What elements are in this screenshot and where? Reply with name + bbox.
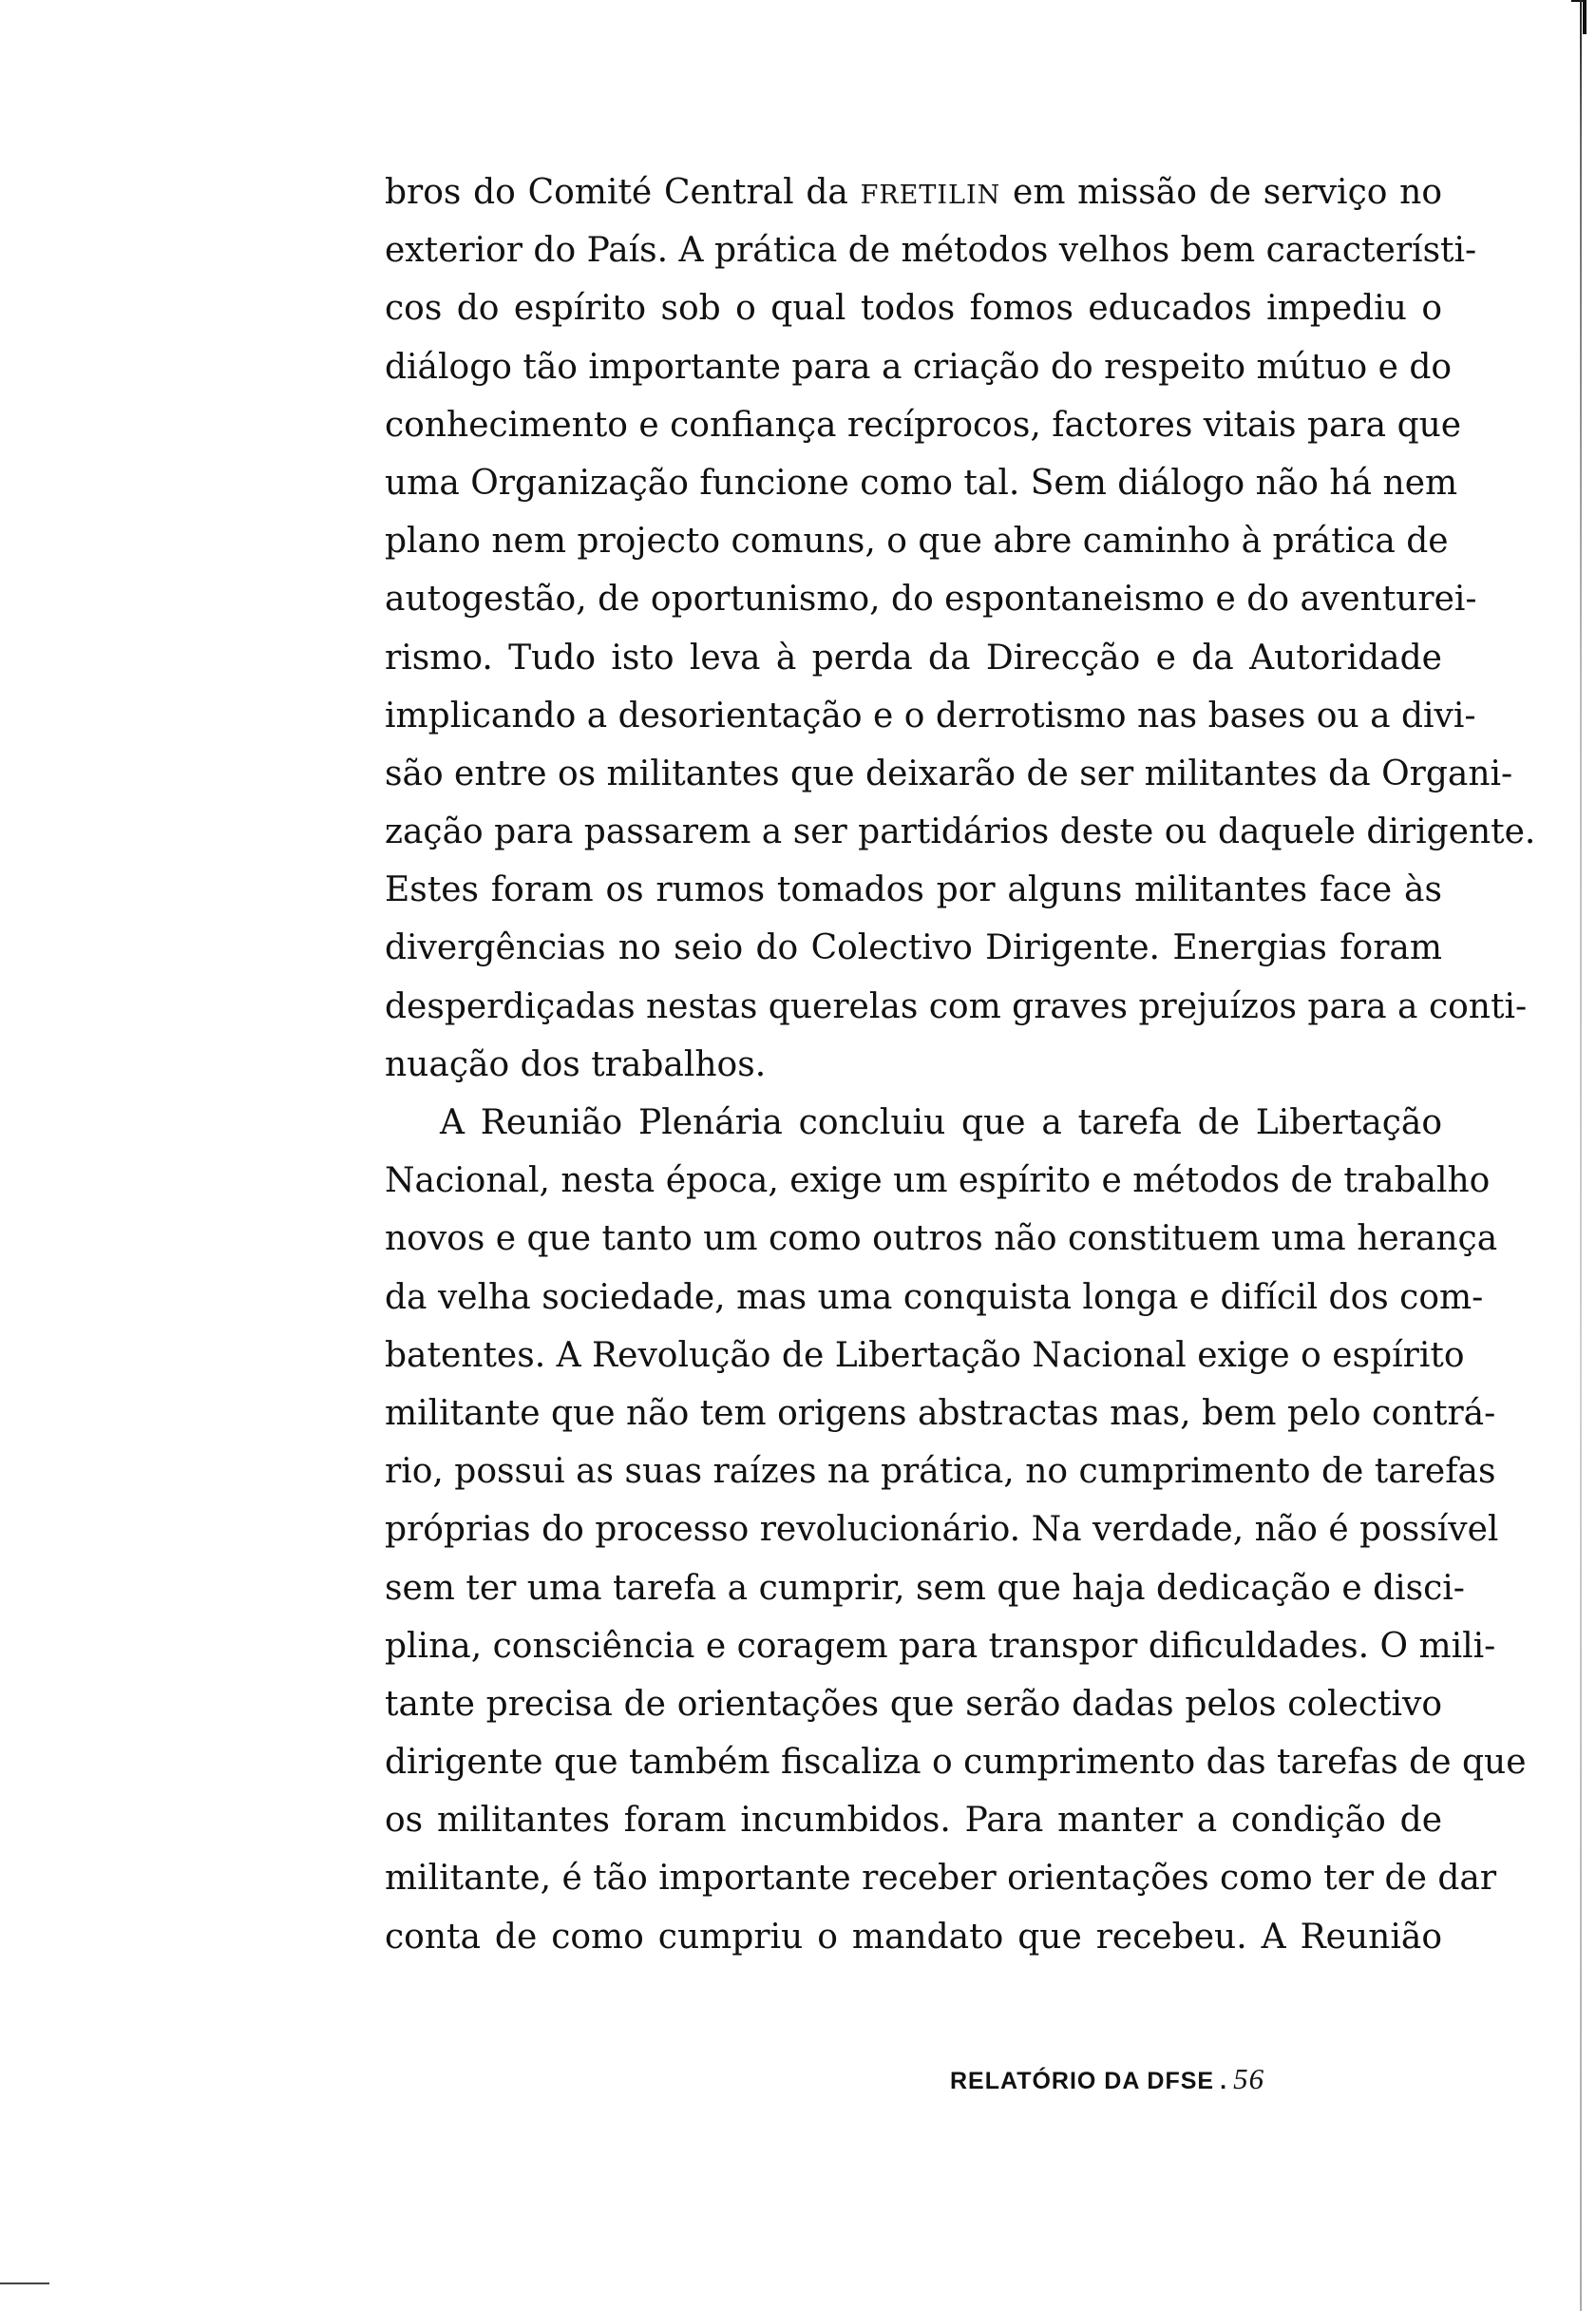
text-line: sem ter uma tarefa a cumprir, sem que haja dedicação e disci- (385, 1568, 1465, 1608)
text-line: novos e que tanto um como outros não constituem uma herança (385, 1219, 1498, 1259)
text-line: rismo. Tudo isto leva à perda da Direcção e da Autoridade (385, 638, 1442, 678)
running-footer (950, 2062, 1264, 2096)
page-edge-right (1580, 0, 1582, 2311)
text-line: zação para passarem a ser partidários deste ou daquele dirigente. (385, 812, 1536, 852)
text-line: exterior do País. A prática de métodos velhos bem característi- (385, 231, 1477, 271)
text-line: da velha sociedade, mas uma conquista longa e difícil dos com- (385, 1277, 1484, 1317)
text-line: dirigente que também fiscaliza o cumprimento das tarefas de que (385, 1743, 1527, 1783)
text-line: conta de como cumpriu o mandato que recebeu. A Reunião (385, 1917, 1442, 1957)
organization-name: FRETILIN (860, 181, 1001, 210)
text-line: os militantes foram incumbidos. Para manter a condição de (385, 1801, 1442, 1841)
text-line: diálogo tão importante para a criação do respeito mútuo e do (385, 347, 1453, 387)
footer-title: RELATÓRIO DA DFSE (950, 2068, 1215, 2094)
footer-separator: . (1220, 2068, 1228, 2094)
text-line: nuação dos trabalhos. (385, 1044, 767, 1084)
text-line: rio, possui as suas raízes na prática, no cumprimento de tarefas (385, 1452, 1496, 1492)
page-number: 56 (1233, 2062, 1265, 2095)
text-line: militante que não tem origens abstractas mas, bem pelo contrá- (385, 1393, 1496, 1433)
text-line: plano nem projecto comuns, o que abre caminho à prática de (385, 522, 1449, 562)
text-line: cos do espírito sob o qual todos fomos educados impediu o (385, 289, 1442, 329)
text-line: próprias do processo revolucionário. Na verdade, não é possível (385, 1510, 1499, 1550)
text-line: plina, consciência e coragem para transpor dificuldades. O mili- (385, 1626, 1496, 1666)
text-line: Estes foram os rumos tomados por alguns militantes face às (385, 870, 1442, 910)
page-edge-corner (1571, 0, 1586, 34)
text-line: militante, é tão importante receber orientações como ter de dar (385, 1859, 1497, 1899)
text-line: batentes. A Revolução de Libertação Nacional exige o espírito (385, 1335, 1465, 1375)
text-line: Nacional, nesta época, exige um espírito e métodos de trabalho (385, 1161, 1491, 1201)
text-line: são entre os militantes que deixarão de ser militantes da Organi- (385, 754, 1513, 793)
text-segment: em missão de serviço no (1000, 173, 1442, 212)
text-line: A Reunião Plenária concluiu que a tarefa de Libertação (440, 1103, 1442, 1142)
text-line: divergências no seio do Colectivo Dirigente. Energias foram (385, 928, 1442, 968)
text-line: desperdiçadas nestas querelas com graves prejuízos para a conti- (385, 986, 1528, 1026)
text-segment: bros do Comité Central da (385, 173, 861, 212)
page-edge-bottom (0, 2282, 49, 2284)
text-line (385, 163, 1442, 221)
text-line: tante precisa de orientações que serão dadas pelos colectivo (385, 1684, 1442, 1724)
text-line: conhecimento e confiança recíprocos, factores vitais para que (385, 405, 1462, 445)
text-line: uma Organização funcione como tal. Sem diálogo não há nem (385, 463, 1458, 503)
text-line: implicando a desorientação e o derrotismo nas bases ou a divi- (385, 696, 1476, 735)
text-line: autogestão, de oportunismo, do espontaneismo e do aventurei- (385, 580, 1477, 620)
body-text (385, 163, 1536, 1966)
